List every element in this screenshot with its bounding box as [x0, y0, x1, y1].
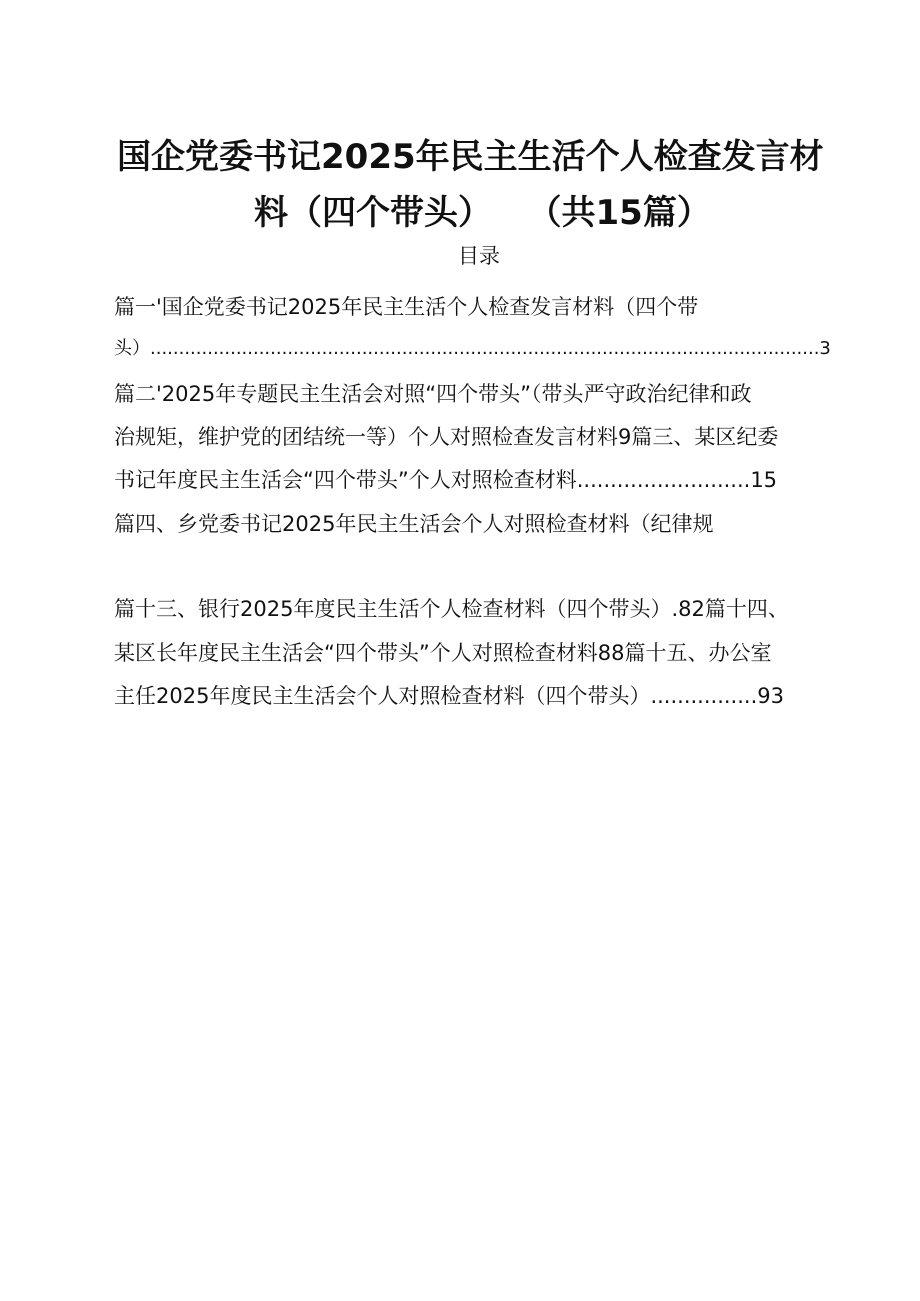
toc-line: 某区长年度民主生活会“四个带头”个人对照检查材料88篇十五、办公室	[114, 641, 772, 665]
toc-line: 头）.....................................................................................................................3	[114, 338, 831, 359]
toc-line: 书记年度民主生活会“四个带头”个人对照检查材料..........................15	[114, 468, 778, 492]
toc-line: 治规矩，维护党的团结统一等）个人对照检查发言材料9篇三、某区纪委	[114, 425, 779, 449]
document-title-line-2: 料（四个带头） （共15篇）	[254, 193, 711, 233]
toc-heading: 目录	[458, 244, 500, 268]
toc-line: 篇四、乡党委书记2025年民主生活会个人对照检查材料（纪律规	[114, 512, 714, 536]
toc-line: 主任2025年度民主生活会个人对照检查材料（四个带头）................93	[114, 684, 784, 708]
document-title-line-1: 国企党委书记2025年民主生活个人检查发言材	[117, 137, 824, 177]
toc-line: 篇二'2025年专题民主生活会对照“四个带头”（带头严守政治纪律和政	[114, 382, 752, 406]
toc-line: 篇十三、银行2025年度民主生活个人检查材料（四个带头）.82篇十四、	[114, 597, 789, 621]
toc-line: 篇一'国企党委书记2025年民主生活个人检查发言材料（四个带	[114, 295, 699, 319]
